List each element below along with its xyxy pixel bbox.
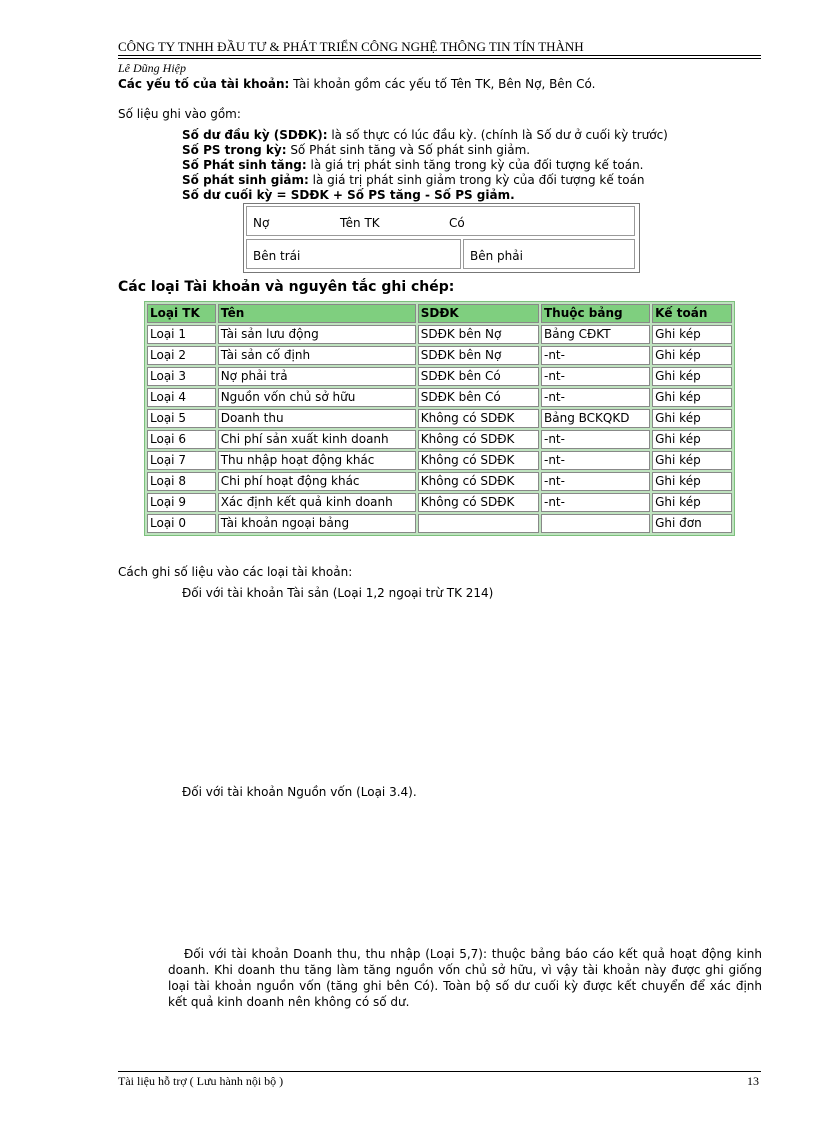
definition-desc: là số thực có lúc đầu kỳ. (chính là Số dư ở cuối kỳ trước) (327, 128, 668, 142)
company-header: CÔNG TY TNHH ĐẦU TƯ & PHÁT TRIỂN CÔNG NGHỆ THÔNG TIN TÍN THÀNH (118, 39, 584, 54)
author-name: Lê Dũng Hiệp (118, 61, 186, 75)
table-cell: Ghi kép (652, 430, 732, 449)
page-number: 13 (747, 1074, 759, 1088)
table-cell: Loại 3 (147, 367, 216, 386)
table-cell: Loại 5 (147, 409, 216, 428)
recording-intro: Cách ghi số liệu vào các loại tài khoản: (118, 565, 353, 579)
right-side-label: Bên phải (470, 249, 523, 263)
table-cell: Loại 7 (147, 451, 216, 470)
table-row (147, 346, 732, 365)
table-cell: Tài sản lưu động (218, 325, 416, 344)
table-row (147, 472, 732, 491)
table-row (147, 325, 732, 344)
t-account-right (463, 239, 635, 269)
table-cell: Xác định kết quả kinh doanh (218, 493, 416, 512)
data-intro: Số liệu ghi vào gồm: (118, 107, 241, 121)
table-cell: Ghi kép (652, 493, 732, 512)
definition-desc: là giá trị phát sinh tăng trong kỳ của đối tượng kế toán. (306, 158, 644, 172)
table-cell: Ghi kép (652, 472, 732, 491)
account-types-table (144, 301, 735, 536)
definition-5 (182, 188, 515, 203)
table-cell: Loại 6 (147, 430, 216, 449)
definition-desc: Số Phát sinh tăng và Số phát sinh giảm. (286, 143, 531, 157)
table-cell: Không có SDĐK (418, 451, 539, 470)
table-cell: -nt- (541, 346, 650, 365)
definition-term: Số dư đầu kỳ (SDĐK): (182, 128, 328, 142)
table-cell: SDĐK bên Nợ (418, 346, 539, 365)
table-cell: Không có SDĐK (418, 409, 539, 428)
table-cell: Loại 9 (147, 493, 216, 512)
definition-desc: là giá trị phát sinh giảm trong kỳ của đối tượng kế toán (308, 173, 645, 187)
table-cell: -nt- (541, 430, 650, 449)
table-row (147, 409, 732, 428)
debit-label: Nợ (253, 216, 270, 230)
revenue-paragraph (168, 946, 762, 1010)
table-row (147, 430, 732, 449)
elements-line (118, 77, 595, 92)
header-cell: Kế toán (652, 304, 732, 323)
header-cell: Tên (218, 304, 416, 323)
table-row (147, 493, 732, 512)
t-account-header (246, 206, 635, 236)
table-cell: Loại 2 (147, 346, 216, 365)
table-cell: Ghi kép (652, 367, 732, 386)
table-cell: Thu nhập hoạt động khác (218, 451, 416, 470)
header-cell: SDĐK (418, 304, 539, 323)
t-account-diagram (243, 203, 640, 273)
table-cell: Loại 0 (147, 514, 216, 533)
table-cell: SDĐK bên Có (418, 388, 539, 407)
table-cell: SDĐK bên Có (418, 367, 539, 386)
table-header-row (147, 304, 732, 323)
table-cell (418, 514, 539, 533)
table-cell: Chi phí sản xuất kinh doanh (218, 430, 416, 449)
table-cell: Doanh thu (218, 409, 416, 428)
sources-heading: Đối với tài khoản Nguồn vốn (Loại 3.4). (182, 785, 417, 799)
table-cell: -nt- (541, 367, 650, 386)
definition-3 (182, 158, 643, 173)
header-cell: Thuộc bảng (541, 304, 650, 323)
table-cell: Bảng CĐKT (541, 325, 650, 344)
table-cell: Loại 4 (147, 388, 216, 407)
table-cell: Không có SDĐK (418, 472, 539, 491)
account-name-label: Tên TK (340, 216, 380, 230)
credit-label: Có (449, 216, 465, 230)
definition-2 (182, 143, 530, 158)
elements-text: Tài khoản gồm các yếu tố Tên TK, Bên Nợ, Bên Có. (289, 77, 596, 91)
table-row (147, 514, 732, 533)
table-cell: Không có SDĐK (418, 430, 539, 449)
definition-term: Số PS trong kỳ: (182, 143, 287, 157)
definition-term: Số dư cuối kỳ = SDĐK + Số PS tăng - Số PS giảm. (182, 188, 515, 202)
footer-text: Tài liệu hỗ trợ ( Lưu hành nội bộ ) (118, 1074, 284, 1088)
table-cell: Ghi đơn (652, 514, 732, 533)
table-cell (541, 514, 650, 533)
table-cell: Không có SDĐK (418, 493, 539, 512)
table-cell: -nt- (541, 451, 650, 470)
table-row (147, 388, 732, 407)
table-cell: SDĐK bên Nợ (418, 325, 539, 344)
table-cell: Tài khoản ngoại bảng (218, 514, 416, 533)
left-side-label: Bên trái (253, 249, 301, 263)
assets-heading: Đối với tài khoản Tài sản (Loại 1,2 ngoại trừ TK 214) (182, 586, 494, 600)
revenue-text: Đối với tài khoản Doanh thu, thu nhập (Loại 5,7): thuộc bảng báo cáo kết quả hoạt động kinh doanh. Khi doanh thu tăng làm tăng nguồn vốn chủ sở hữu, vì vậy tài khoản này được ghi giống loại tài khoản nguồn vốn (tăng ghi bên Có). Toàn bộ số dư cuối kỳ được kết chuyển để xác định kết quả kinh doanh nên không có số dư. (168, 947, 762, 1009)
table-cell: Nguồn vốn chủ sở hữu (218, 388, 416, 407)
table-cell: Chi phí hoạt động khác (218, 472, 416, 491)
section-title: Các loại Tài khoản và nguyên tắc ghi chép: (118, 279, 455, 295)
table-cell: Bảng BCKQKD (541, 409, 650, 428)
table-row (147, 451, 732, 470)
table-cell: Nợ phải trả (218, 367, 416, 386)
table-cell: -nt- (541, 493, 650, 512)
table-cell: Loại 1 (147, 325, 216, 344)
definition-term: Số phát sinh giảm: (182, 173, 309, 187)
table-cell: Ghi kép (652, 388, 732, 407)
table-cell: -nt- (541, 472, 650, 491)
footer-rule (118, 1071, 761, 1072)
t-account-left (246, 239, 461, 269)
definition-1 (182, 128, 668, 143)
table-cell: Ghi kép (652, 346, 732, 365)
header-rule-double (118, 58, 761, 59)
table-cell: Loại 8 (147, 472, 216, 491)
elements-label: Các yếu tố của tài khoản: (118, 77, 290, 91)
table-cell: Ghi kép (652, 325, 732, 344)
header-rule (118, 55, 761, 56)
table-cell: Tài sản cố định (218, 346, 416, 365)
header-cell: Loại TK (147, 304, 216, 323)
table-row (147, 367, 732, 386)
definition-4 (182, 173, 645, 188)
table-cell: Ghi kép (652, 409, 732, 428)
table-cell: -nt- (541, 388, 650, 407)
definition-term: Số Phát sinh tăng: (182, 158, 307, 172)
table-cell: Ghi kép (652, 451, 732, 470)
